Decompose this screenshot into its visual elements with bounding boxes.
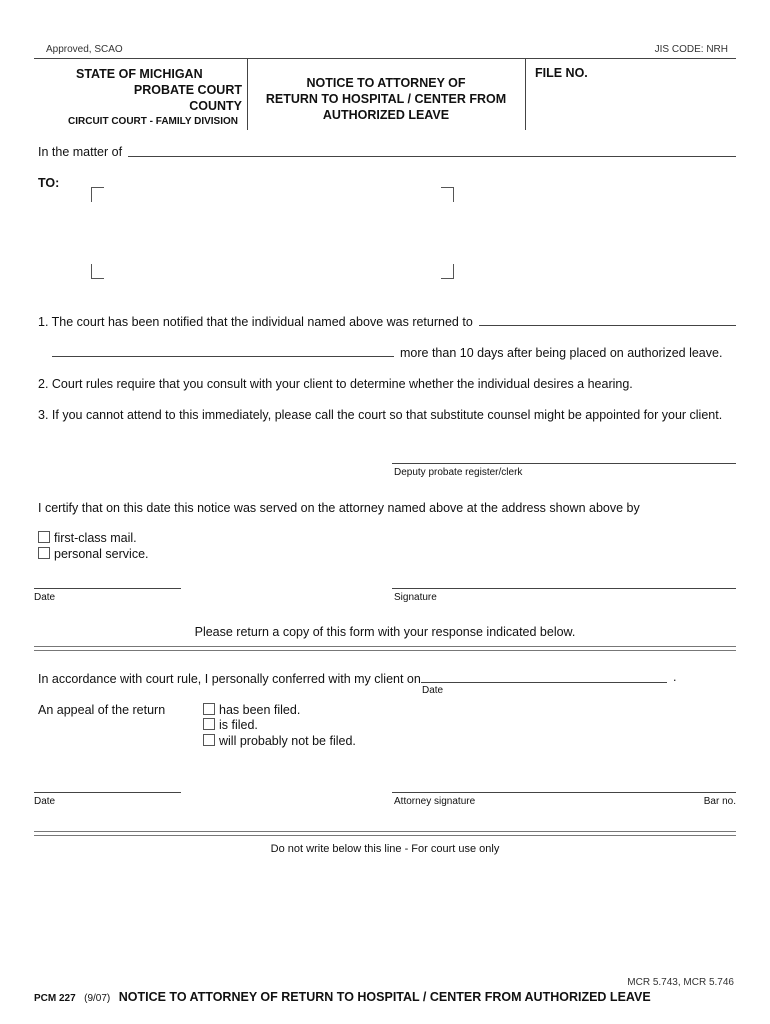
form-revision: (9/07) xyxy=(84,993,111,1004)
item-3-text: 3. If you cannot attend to this immediately, please call the court so that substitute counsel might be appointed for your client. xyxy=(38,408,723,422)
form-id: PCM 227 xyxy=(34,993,76,1004)
appeal-not-filed-checkbox[interactable] xyxy=(203,734,215,746)
certify-date-label: Date xyxy=(34,592,56,603)
appeal-filed-label: has been filed. xyxy=(219,703,301,717)
matter-label: In the matter of xyxy=(38,145,123,159)
conferred-period: . xyxy=(673,670,677,684)
first-class-mail-checkbox[interactable] xyxy=(38,531,50,543)
header-top-rule xyxy=(34,58,736,59)
approved-text: Approved, SCAO xyxy=(46,44,123,55)
personal-service-checkbox[interactable] xyxy=(38,547,50,559)
response-date-field[interactable] xyxy=(34,792,181,793)
file-no-label: FILE NO. xyxy=(535,66,588,80)
footer-line xyxy=(34,988,651,1006)
response-date-label: Date xyxy=(34,796,56,807)
section-divider-1 xyxy=(34,646,736,651)
attorney-signature-label: Attorney signature xyxy=(394,796,476,807)
appeal-not-filed-label: will probably not be filed. xyxy=(219,734,356,748)
appeal-is-filed-option[interactable] xyxy=(203,718,258,732)
court-use-notice: Do not write below this line - For court use only xyxy=(270,843,500,855)
personal-service-option[interactable] xyxy=(38,547,149,561)
certify-text: I certify that on this date this notice was served on the attorney named above at the address shown above by xyxy=(38,501,640,515)
jis-code: JIS CODE: NRH xyxy=(654,44,728,55)
matter-field[interactable] xyxy=(128,156,736,157)
mcr-reference: MCR 5.743, MCR 5.746 xyxy=(627,977,734,988)
appeal-filed-checkbox[interactable] xyxy=(203,703,215,715)
first-class-mail-label: first-class mail. xyxy=(54,531,137,545)
item-1-text: 1. The court has been notified that the individual named above was returned to xyxy=(38,315,473,329)
header-divider-left xyxy=(247,58,248,130)
form-title xyxy=(250,75,522,123)
certify-signature-label: Signature xyxy=(394,592,437,603)
returned-to-field[interactable] xyxy=(479,325,736,326)
form-title-line-2: RETURN TO HOSPITAL / CENTER FROM xyxy=(265,92,507,106)
appeal-filed-option[interactable] xyxy=(203,703,300,717)
appeal-is-filed-label: is filed. xyxy=(219,718,258,732)
return-notice: Please return a copy of this form with your response indicated below. xyxy=(194,625,576,639)
section-divider-2 xyxy=(34,831,736,836)
header-divider-right xyxy=(525,58,526,130)
item-1-cont-text: more than 10 days after being placed on authorized leave. xyxy=(400,346,723,360)
probate-court-label: PROBATE COURT xyxy=(133,83,242,97)
conferred-date-field[interactable] xyxy=(421,682,667,683)
conferred-text: In accordance with court rule, I personally conferred with my client on xyxy=(38,672,421,686)
clerk-label: Deputy probate register/clerk xyxy=(394,467,523,478)
state-label: STATE OF MICHIGAN xyxy=(76,67,203,81)
first-class-mail-option[interactable] xyxy=(38,531,137,545)
address-field[interactable] xyxy=(96,192,446,272)
appeal-is-filed-checkbox[interactable] xyxy=(203,718,215,730)
personal-service-label: personal service. xyxy=(54,547,149,561)
court-block xyxy=(60,67,242,113)
to-label: TO: xyxy=(38,176,60,190)
certify-date-field[interactable] xyxy=(34,588,181,589)
form-title-line-1: NOTICE TO ATTORNEY OF xyxy=(306,76,466,90)
circuit-label: CIRCUIT COURT - FAMILY DIVISION xyxy=(68,116,239,127)
county-label: COUNTY xyxy=(189,99,242,113)
clerk-signature-field[interactable] xyxy=(392,463,736,464)
file-no-field[interactable] xyxy=(528,72,734,128)
appeal-label: An appeal of the return xyxy=(38,703,166,717)
returned-to-field-cont[interactable] xyxy=(52,356,394,357)
conferred-date-label: Date xyxy=(422,685,444,696)
appeal-not-filed-option[interactable] xyxy=(203,734,356,748)
item-2-text: 2. Court rules require that you consult with your client to determine whether the individual desires a hearing. xyxy=(38,377,633,391)
bar-no-label: Bar no. xyxy=(703,796,736,807)
form-title-line-3: AUTHORIZED LEAVE xyxy=(322,108,450,122)
attorney-signature-field[interactable] xyxy=(392,792,736,793)
footer-title: NOTICE TO ATTORNEY OF RETURN TO HOSPITAL / CENTER FROM AUTHORIZED LEAVE xyxy=(118,990,651,1004)
certify-signature-field[interactable] xyxy=(392,588,736,589)
